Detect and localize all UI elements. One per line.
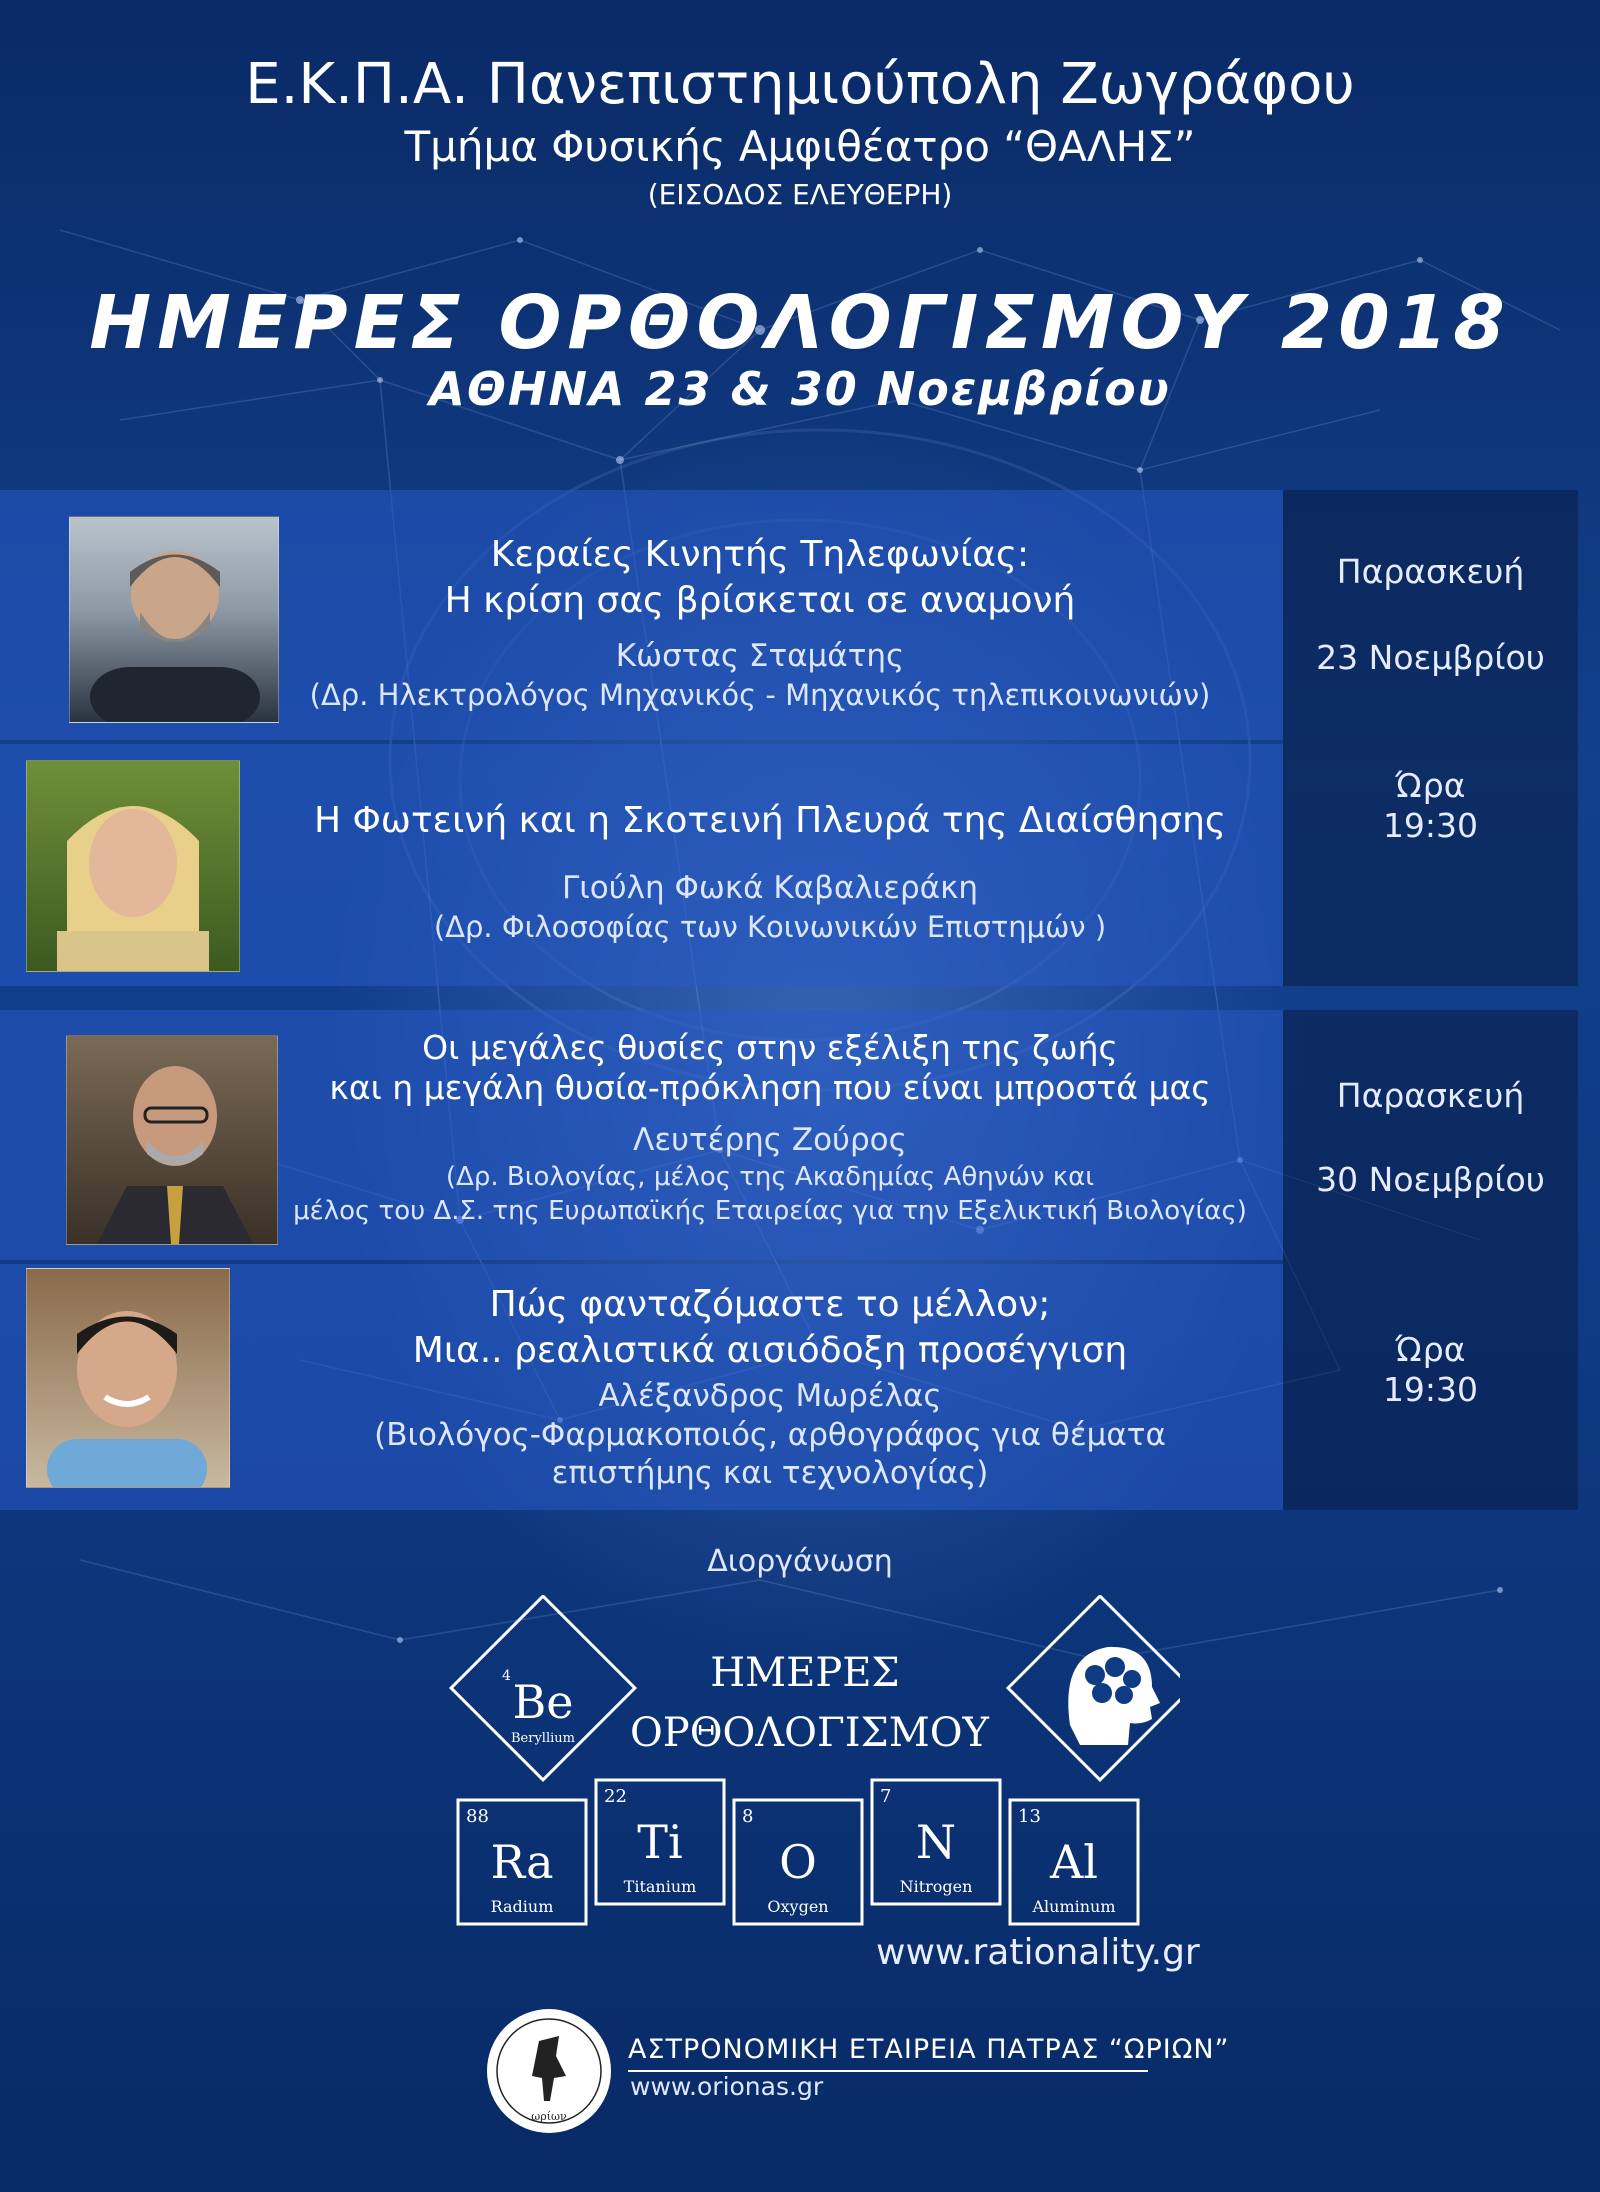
element-number: 22 <box>604 1786 627 1807</box>
talk-title: Η Φωτεινή και η Σκοτεινή Πλευρά της Διαίσθησης <box>313 800 1227 841</box>
event-title: ΗΜΕΡΕΣ ΟΡΘΟΛΟΓΙΣΜΟΥ 2018 <box>89 280 1511 366</box>
speaker-name: Λευτέρης Ζούρος <box>633 1122 907 1158</box>
talk-4 <box>270 1282 1270 1492</box>
element-number: 13 <box>1018 1806 1041 1827</box>
day1-weekday: Παρασκευή <box>1336 552 1525 591</box>
orion-seal-text: ωρίων <box>531 2110 567 2123</box>
element-symbol: N <box>915 1815 957 1869</box>
speaker-affiliation: επιστήμης και τεχνολογίας) <box>551 1455 989 1491</box>
event-subtitle: ΑΘΗΝΑ 23 & 30 Νοεμβρίου <box>429 362 1171 416</box>
day2-time: 19:30 <box>1382 1370 1479 1409</box>
speaker-affiliation: (Δρ. Βιολογίας, μέλος της Ακαδημίας Αθηνών και <box>445 1162 1095 1192</box>
talk-title: Κεραίες Κινητής Τηλεφωνίας: <box>490 534 1030 575</box>
speaker-photo <box>66 1035 278 1245</box>
speaker-affiliation: (Βιολόγος-Φαρμακοποιός, αρθογράφος για θέματα <box>374 1417 1166 1453</box>
day2-date: 30 Νοεμβρίου <box>1316 1160 1545 1199</box>
day2-time-label: Ώρα <box>1395 1330 1466 1369</box>
element-symbol: Al <box>1050 1835 1098 1889</box>
speaker-affiliation: μέλος του Δ.Σ. της Ευρωπαϊκής Εταιρείας για την Εξελικτική Βιολογίας) <box>293 1196 1247 1226</box>
talk-title: Οι μεγάλες θυσίες στην εξέλιξη της ζωής <box>422 1028 1118 1067</box>
element-name: Aluminum <box>1032 1897 1116 1916</box>
day1-date: 23 Νοεμβρίου <box>1316 638 1545 677</box>
speaker-name: Αλέξανδρος Μωρέλας <box>598 1378 942 1414</box>
logo-title: ΗΜΕΡΕΣ <box>710 1650 900 1696</box>
speaker-photo <box>26 1268 230 1488</box>
talk-1 <box>280 532 1240 714</box>
be-name: Beryllium <box>511 1731 575 1746</box>
orion-name: ΑΣΤΡΟΝΟΜΙΚΗ ΕΤΑΙΡΕΙΑ ΠΑΤΡΑΣ “ΩΡΙΩΝ” <box>628 2034 1230 2065</box>
talk-3 <box>270 1028 1270 1228</box>
day1-time: 19:30 <box>1382 806 1479 845</box>
be-symbol: Be <box>512 1675 574 1729</box>
day1-time-label: Ώρα <box>1395 766 1466 805</box>
speaker-name: Κώστας Σταμάτης <box>615 638 905 674</box>
talk-title: Μια.. ρεαλιστικά αισιόδοξη προσέγγιση <box>412 1330 1128 1371</box>
element-symbol: O <box>779 1835 817 1889</box>
logo-title: ΟΡΘΟΛΟΓΙΣΜΟΥ <box>630 1710 989 1756</box>
speaker-affiliation: (Δρ. Ηλεκτρολόγος Μηχανικός - Μηχανικός τηλεπικοινωνιών) <box>309 678 1211 712</box>
element-name: Radium <box>490 1897 554 1916</box>
speaker-affiliation: (Δρ. Φιλοσοφίας των Κοινωνικών Επιστημών ) <box>433 910 1107 944</box>
element-number: 88 <box>466 1806 489 1827</box>
be-number: 4 <box>502 1668 511 1684</box>
organizer-label: Διοργάνωση <box>707 1544 893 1579</box>
day2-weekday: Παρασκευή <box>1336 1076 1525 1115</box>
element-name: Nitrogen <box>899 1877 973 1896</box>
free-entry: (ΕΙΣΟΔΟΣ ΕΛΕΥΘΕΡΗ) <box>647 178 953 211</box>
orion-url[interactable]: www.orionas.gr <box>630 2072 824 2101</box>
element-number: 7 <box>880 1786 892 1807</box>
head-brain-icon <box>1068 1647 1160 1745</box>
rationality-url[interactable]: www.rationality.gr <box>876 1932 1200 1973</box>
venue-hall: Τμήμα Φυσικής Αμφιθέατρο “ΘΑΛΗΣ” <box>404 122 1196 171</box>
speaker-name: Γιούλη Φωκά Καβαλιεράκη <box>561 870 979 906</box>
rationality-logo <box>440 1595 1180 1935</box>
talk-title: Πώς φανταζόμαστε το μέλλον; <box>489 1284 1051 1325</box>
element-name: Oxygen <box>767 1897 829 1916</box>
element-symbol: Ra <box>490 1835 554 1889</box>
talk-title: Η κρίση σας βρίσκεται σε αναμονή <box>444 580 1076 621</box>
element-number: 8 <box>742 1806 754 1827</box>
element-symbol: Ti <box>637 1815 683 1869</box>
venue-line: Ε.Κ.Π.Α. Πανεπιστημιούπολη Ζωγράφου <box>245 52 1355 117</box>
talk-2 <box>270 798 1270 946</box>
speaker-photo <box>69 516 279 723</box>
element-name: Titanium <box>623 1877 697 1896</box>
talk-title: και η μεγάλη θυσία-πρόκληση που είναι μπροστά μας <box>329 1068 1211 1107</box>
orion-seal-icon <box>484 2006 614 2136</box>
speaker-photo <box>26 760 240 972</box>
